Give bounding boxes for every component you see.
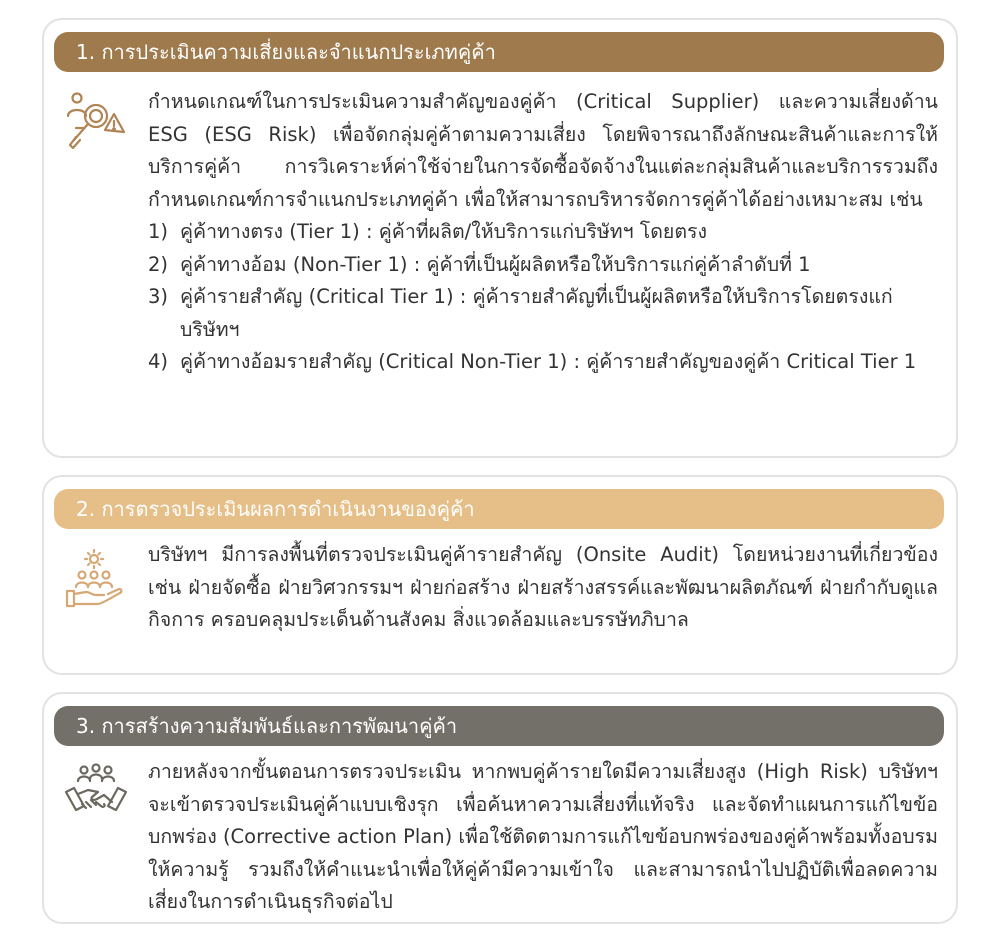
section-title: 2. การตรวจประเมินผลการดำเนินงานของคู่ค้า [76, 497, 475, 521]
audit-hand-icon [64, 547, 128, 611]
list-item [148, 281, 938, 346]
handshake-icon [64, 762, 128, 826]
list-item [148, 346, 938, 379]
section-body [148, 756, 938, 919]
section-card-supplier-development [42, 692, 958, 924]
list-item-text: คู่ค้าทางอ้อม (Non-Tier 1) : คู่ค้าที่เป็นผู้ผลิตหรือให้บริการแก่คู่ค้าลำดับที่ 1 [180, 252, 811, 276]
section-paragraph: กำหนดเกณฑ์ในการประเมินความสำคัญของคู่ค้า (Critical Supplier) และความเสี่ยงด้าน ESG (ESG Risk) เพื่อจัดกลุ่มคู่ค้าตามความเสี่ยง โดยพิจารณาถึงลักษณะสินค้าและการให้บริการคู่ค้า การวิเคราะห์ค่าใช้จ่ายในการจัดซื้อจัดจ้างในแต่ละกลุ่มสินค้าและบริการรวมถึงกำหนดเกณฑ์การจำแนกประเภทคู่ค้า เพื่อให้สามารถบริหารจัดการคู่ค้าได้อย่างเหมาะสม เช่น [148, 90, 938, 211]
section-title-bar [54, 32, 944, 72]
section-title: 1. การประเมินความเสี่ยงและจำแนกประเภทคู่ค้า [76, 40, 496, 64]
section-card-risk-assessment [42, 18, 958, 458]
section-card-audit [42, 475, 958, 675]
section-body [148, 539, 938, 637]
section-paragraph: ภายหลังจากขั้นตอนการตรวจประเมิน หากพบคู่ค้ารายใดมีความเสี่ยงสูง (High Risk) บริษัทฯ จะเข้าตรวจประเมินคู่ค้าแบบเชิงรุก เพื่อค้นหาความเสี่ยงที่แท้จริง และจัดทำแผนการแก้ไขข้อบกพร่อง (Corrective action Plan) เพื่อใช้ติดตามการแก้ไขข้อบกพร่องของคู่ค้าพร้อมทั้งอบรม ให้ความรู้ รวมถึงให้คำแนะนำเพื่อให้คู่ค้ามีความเข้าใจ และสามารถนำไปปฏิบัติเพื่อลดความเสี่ยงในการดำเนินธุรกิจต่อไป [148, 760, 938, 913]
list-item-text: คู่ค้าทางตรง (Tier 1) : คู่ค้าที่ผลิต/ให้บริการแก่บริษัทฯ โดยตรง [180, 220, 708, 243]
section-paragraph: บริษัทฯ มีการลงพื้นที่ตรวจประเมินคู่ค้ารายสำคัญ (Onsite Audit) โดยหน่วยงานที่เกี่ยวข้อง เช่น ฝ่ายจัดซื้อ ฝ่ายวิศวกรรมฯ ฝ่ายก่อสร้าง ฝ่ายสร้างสรรค์และพัฒนาผลิตภัณฑ์ ฝ่ายกำกับดูแลกิจการ ครอบคลุมประเด็นด้านสังคม สิ่งแวดล้อมและบรรษัทภิบาล [148, 543, 938, 631]
list-item-number: 3) [148, 285, 169, 308]
list-item-text: คู่ค้าทางอ้อมรายสำคัญ (Critical Non-Tier 1) : คู่ค้ารายสำคัญของคู่ค้า Critical Tier 1 [180, 350, 917, 373]
section-title-bar [54, 489, 944, 529]
section-title-bar [54, 706, 944, 746]
section-title: 3. การสร้างความสัมพันธ์และการพัฒนาคู่ค้า [76, 714, 458, 738]
list-item [148, 216, 938, 249]
list-item-text: คู่ค้ารายสำคัญ (Critical Tier 1) : คู่ค้ารายสำคัญที่เป็นผู้ผลิตหรือให้บริการโดยตรงแก่บริษัทฯ [180, 285, 893, 341]
risk-assessment-icon [64, 90, 128, 154]
list-item-number: 4) [148, 350, 169, 373]
list-item-number: 1) [148, 220, 169, 243]
list-item-number: 2) [148, 252, 169, 276]
list-item [148, 249, 938, 282]
supplier-tier-list [148, 216, 938, 379]
section-body [148, 86, 938, 379]
